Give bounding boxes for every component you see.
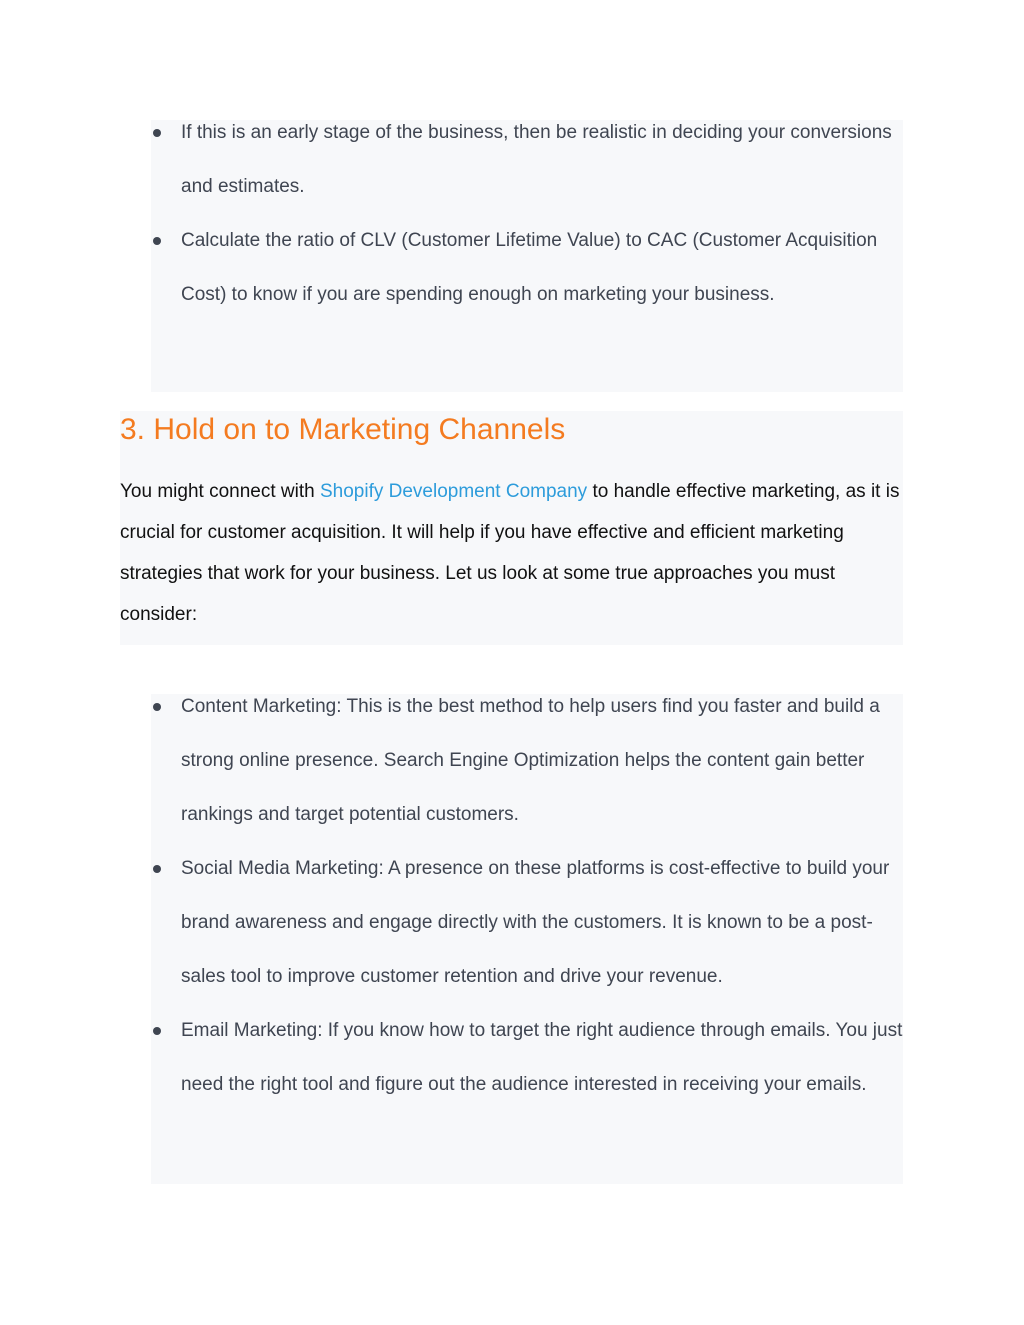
list-item-text: If this is an early stage of the business, then be realistic in deciding your conversions and estimates.: [181, 122, 892, 197]
list-item: [151, 1004, 903, 1112]
list-item-text: Content Marketing: This is the best method to help users find you faster and build a strong online presence. Search Engine Optimization helps the content gain better rankings and target potential customers.: [181, 696, 880, 825]
bullet-icon: [153, 237, 161, 245]
list-item-text: Social Media Marketing: A presence on these platforms is cost-effective to build your brand awareness and engage directly with the customers. It is known to be a post-sales tool to improve customer retention and drive your revenue.: [181, 858, 890, 987]
list-item: [151, 214, 903, 322]
bullet-icon: [153, 129, 161, 137]
list-item: [151, 106, 903, 214]
bullet-icon: [153, 865, 161, 873]
intro-text-after: to handle effective marketing, as it is crucial for customer acquisition. It will help if you have effective and efficient marketing strategies that work for your business. Let us look at some true approaches you must consider:: [120, 481, 900, 625]
section-heading: 3. Hold on to Marketing Channels: [120, 413, 566, 446]
bullet-icon: [153, 1027, 161, 1035]
list-item-text: Email Marketing: If you know how to target the right audience through emails. You just need the right tool and figure out the audience interested in receiving your emails.: [181, 1020, 903, 1095]
list-item-text: Calculate the ratio of CLV (Customer Lifetime Value) to CAC (Customer Acquisition Cost) to know if you are spending enough on marketing your business.: [181, 230, 878, 305]
shopify-development-company-link[interactable]: Shopify Development Company: [319, 481, 588, 502]
bullet-list-top: [151, 106, 903, 322]
intro-text-before: You might connect with: [120, 481, 320, 502]
list-item: [151, 842, 903, 1004]
section-intro-paragraph: [120, 471, 903, 635]
bullet-list-marketing-channels: [151, 680, 903, 1112]
bullet-icon: [153, 703, 161, 711]
list-item: [151, 680, 903, 842]
